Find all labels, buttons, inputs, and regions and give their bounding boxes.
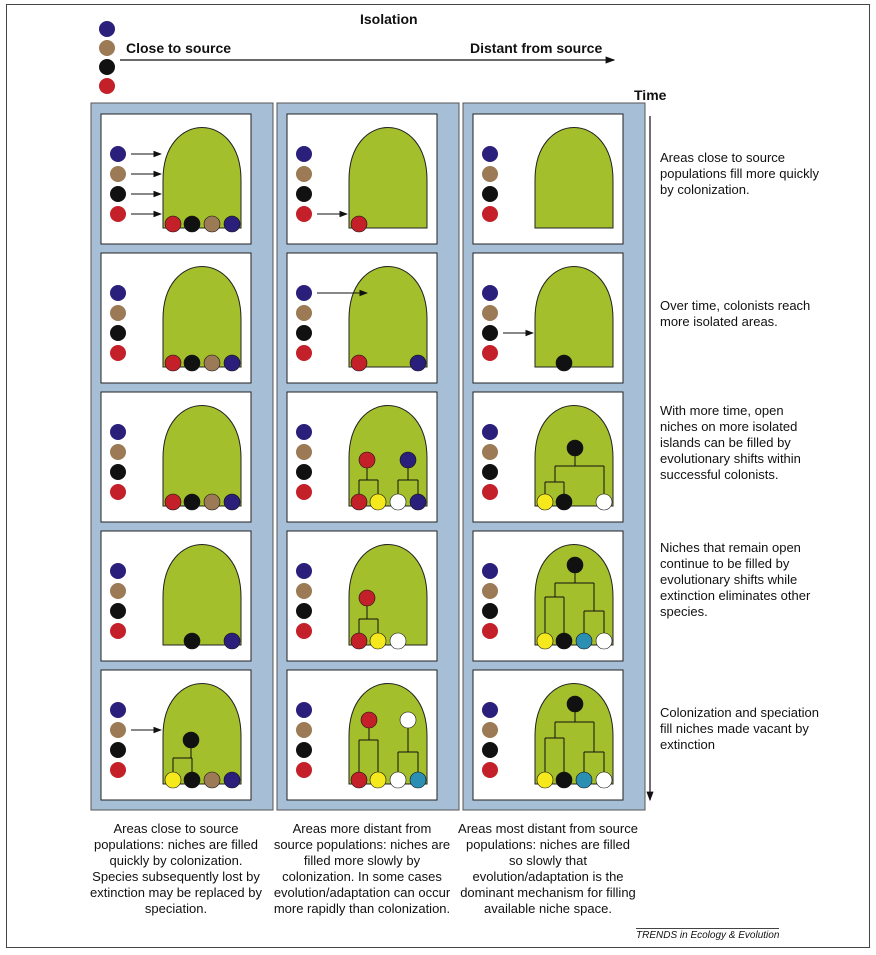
species-black bbox=[184, 633, 200, 649]
pool-dot-brown bbox=[110, 166, 126, 182]
species-black bbox=[184, 772, 200, 788]
pool-dot-black bbox=[296, 742, 312, 758]
pool-dot-blue bbox=[296, 563, 312, 579]
pool-dot-blue bbox=[482, 702, 498, 718]
pool-dot-black bbox=[110, 186, 126, 202]
pool-dot-black bbox=[110, 603, 126, 619]
species-yellow bbox=[370, 633, 386, 649]
island-shape bbox=[163, 684, 241, 785]
panel-c1-r3 bbox=[101, 392, 251, 522]
panel-c1-r4 bbox=[101, 531, 251, 661]
panel-c3-r5 bbox=[473, 670, 623, 800]
panel-c2-r2 bbox=[287, 253, 437, 383]
pool-dot-brown bbox=[110, 305, 126, 321]
species-blue bbox=[224, 216, 240, 232]
pool-dot-brown bbox=[296, 583, 312, 599]
species-blue bbox=[224, 772, 240, 788]
pool-dot-black bbox=[482, 603, 498, 619]
species-red bbox=[351, 216, 367, 232]
species-yellow bbox=[537, 633, 553, 649]
ancestor-red bbox=[359, 590, 375, 606]
species-black bbox=[556, 772, 572, 788]
bottom-caption-distant: Areas more distant from source populations: niches are filled more slowly by colonization. In some cases evolution/adaptation can occur more rapidly than colonization. bbox=[273, 821, 451, 916]
pool-dot-brown bbox=[296, 305, 312, 321]
pool-dot-black bbox=[482, 186, 498, 202]
species-red bbox=[351, 355, 367, 371]
pool-dot-red bbox=[482, 623, 498, 639]
pool-dot-blue bbox=[110, 424, 126, 440]
pool-dot-blue bbox=[296, 424, 312, 440]
pool-dot-black bbox=[110, 464, 126, 480]
pool-dot-brown bbox=[482, 583, 498, 599]
panel-c1-r2 bbox=[101, 253, 251, 383]
pool-dot-brown bbox=[110, 583, 126, 599]
ancestor-red bbox=[359, 452, 375, 468]
species-black bbox=[556, 633, 572, 649]
pool-dot-blue bbox=[110, 285, 126, 301]
pool-dot-black bbox=[110, 325, 126, 341]
source-dot-black bbox=[99, 59, 115, 75]
pool-dot-brown bbox=[296, 722, 312, 738]
species-red bbox=[165, 494, 181, 510]
pool-dot-black bbox=[482, 325, 498, 341]
pool-dot-blue bbox=[296, 285, 312, 301]
bottom-caption-close: Areas close to source populations: niches are filled quickly by colonization. Species subsequently lost by extinction may be replaced by speciation. bbox=[90, 821, 262, 916]
pool-dot-red bbox=[296, 345, 312, 361]
panel-c1-r1 bbox=[101, 114, 251, 244]
species-white bbox=[390, 633, 406, 649]
pool-dot-blue bbox=[110, 146, 126, 162]
pool-dot-brown bbox=[482, 166, 498, 182]
pool-dot-black bbox=[482, 464, 498, 480]
pool-dot-black bbox=[482, 742, 498, 758]
species-red bbox=[165, 355, 181, 371]
species-blue bbox=[410, 494, 426, 510]
pool-dot-red bbox=[482, 762, 498, 778]
island-shape bbox=[535, 267, 613, 368]
pool-dot-red bbox=[482, 484, 498, 500]
species-blue bbox=[224, 633, 240, 649]
species-white bbox=[390, 772, 406, 788]
ancestor-black bbox=[567, 557, 583, 573]
source-dot-red bbox=[99, 78, 115, 94]
panel-c3-r1 bbox=[473, 114, 623, 244]
species-brown bbox=[204, 216, 220, 232]
side-caption-1: Areas close to source populations fill more quickly by colonization. bbox=[660, 150, 819, 197]
pool-dot-brown bbox=[110, 444, 126, 460]
species-red bbox=[351, 633, 367, 649]
species-yellow bbox=[537, 772, 553, 788]
pool-dot-red bbox=[110, 206, 126, 222]
pool-dot-blue bbox=[482, 146, 498, 162]
ancestor-white bbox=[400, 712, 416, 728]
species-teal bbox=[576, 772, 592, 788]
panel-c2-r1 bbox=[287, 114, 437, 244]
island-shape bbox=[163, 545, 241, 646]
species-black bbox=[556, 494, 572, 510]
species-white bbox=[390, 494, 406, 510]
species-teal bbox=[410, 772, 426, 788]
species-black bbox=[556, 355, 572, 371]
source-dot-blue bbox=[99, 21, 115, 37]
species-black bbox=[184, 216, 200, 232]
island-shape bbox=[163, 406, 241, 507]
pool-dot-black bbox=[296, 186, 312, 202]
island-shape bbox=[349, 128, 427, 229]
pool-dot-red bbox=[482, 345, 498, 361]
panel-c1-r5 bbox=[101, 670, 251, 800]
pool-dot-red bbox=[110, 484, 126, 500]
species-blue bbox=[224, 355, 240, 371]
species-red bbox=[165, 216, 181, 232]
panel-c3-r4 bbox=[473, 531, 623, 661]
pool-dot-blue bbox=[482, 424, 498, 440]
journal-credit: TRENDS in Ecology & Evolution bbox=[636, 930, 780, 941]
species-white bbox=[596, 633, 612, 649]
ancestor-black bbox=[567, 696, 583, 712]
panel-c3-r3 bbox=[473, 392, 623, 522]
species-yellow bbox=[537, 494, 553, 510]
distant-from-source-label: Distant from source bbox=[470, 40, 603, 56]
pool-dot-black bbox=[296, 603, 312, 619]
ancestor-black bbox=[183, 732, 199, 748]
species-yellow bbox=[370, 772, 386, 788]
bottom-caption-most-distant: Areas most distant from source populations: niches are filled so slowly that evolution/adaptation is the dominant mechanism for filling available niche space. bbox=[458, 821, 638, 916]
species-white bbox=[596, 772, 612, 788]
panel-c3-r2 bbox=[473, 253, 623, 383]
pool-dot-red bbox=[110, 623, 126, 639]
species-yellow bbox=[165, 772, 181, 788]
pool-dot-brown bbox=[482, 305, 498, 321]
pool-dot-black bbox=[110, 742, 126, 758]
source-dot-brown bbox=[99, 40, 115, 56]
pool-dot-red bbox=[110, 345, 126, 361]
species-blue bbox=[410, 355, 426, 371]
close-to-source-label: Close to source bbox=[126, 40, 232, 56]
pool-dot-red bbox=[296, 484, 312, 500]
species-brown bbox=[204, 355, 220, 371]
panel-c2-r5 bbox=[287, 670, 437, 800]
species-black bbox=[184, 494, 200, 510]
species-red bbox=[351, 494, 367, 510]
pool-dot-blue bbox=[482, 285, 498, 301]
pool-dot-blue bbox=[296, 146, 312, 162]
pool-dot-brown bbox=[110, 722, 126, 738]
ancestor-red bbox=[361, 712, 377, 728]
panel-c2-r4 bbox=[287, 531, 437, 661]
pool-dot-blue bbox=[110, 702, 126, 718]
pool-dot-black bbox=[296, 325, 312, 341]
panel-c2-r3 bbox=[287, 392, 437, 522]
pool-dot-blue bbox=[110, 563, 126, 579]
pool-dot-blue bbox=[296, 702, 312, 718]
pool-dot-brown bbox=[296, 166, 312, 182]
species-white bbox=[596, 494, 612, 510]
species-black bbox=[184, 355, 200, 371]
island-shape bbox=[535, 128, 613, 229]
side-caption-2: Over time, colonists reach more isolated areas. bbox=[660, 298, 811, 329]
species-brown bbox=[204, 494, 220, 510]
island-shape bbox=[163, 267, 241, 368]
pool-dot-red bbox=[296, 623, 312, 639]
ancestor-blue bbox=[400, 452, 416, 468]
time-label: Time bbox=[634, 87, 667, 103]
pool-dot-red bbox=[296, 206, 312, 222]
pool-dot-red bbox=[482, 206, 498, 222]
pool-dot-brown bbox=[482, 722, 498, 738]
pool-dot-brown bbox=[482, 444, 498, 460]
pool-dot-black bbox=[296, 464, 312, 480]
pool-dot-brown bbox=[296, 444, 312, 460]
isolation-label: Isolation bbox=[360, 11, 418, 27]
side-caption-4: Niches that remain open continue to be filled by evolutionary shifts while extinction eliminates other species. bbox=[660, 540, 811, 619]
island-shape bbox=[163, 128, 241, 229]
species-red bbox=[351, 772, 367, 788]
side-caption-3: With more time, open niches on more isolated islands can be filled by evolutionary shifts within successful colonists. bbox=[660, 403, 801, 482]
island-shape bbox=[349, 267, 427, 368]
species-blue bbox=[224, 494, 240, 510]
species-yellow bbox=[370, 494, 386, 510]
ancestor-black bbox=[567, 440, 583, 456]
pool-dot-blue bbox=[482, 563, 498, 579]
species-brown bbox=[204, 772, 220, 788]
species-teal bbox=[576, 633, 592, 649]
island-shape bbox=[349, 684, 427, 785]
side-caption-5: Colonization and speciation fill niches made vacant by extinction bbox=[660, 705, 819, 752]
pool-dot-red bbox=[110, 762, 126, 778]
pool-dot-red bbox=[296, 762, 312, 778]
